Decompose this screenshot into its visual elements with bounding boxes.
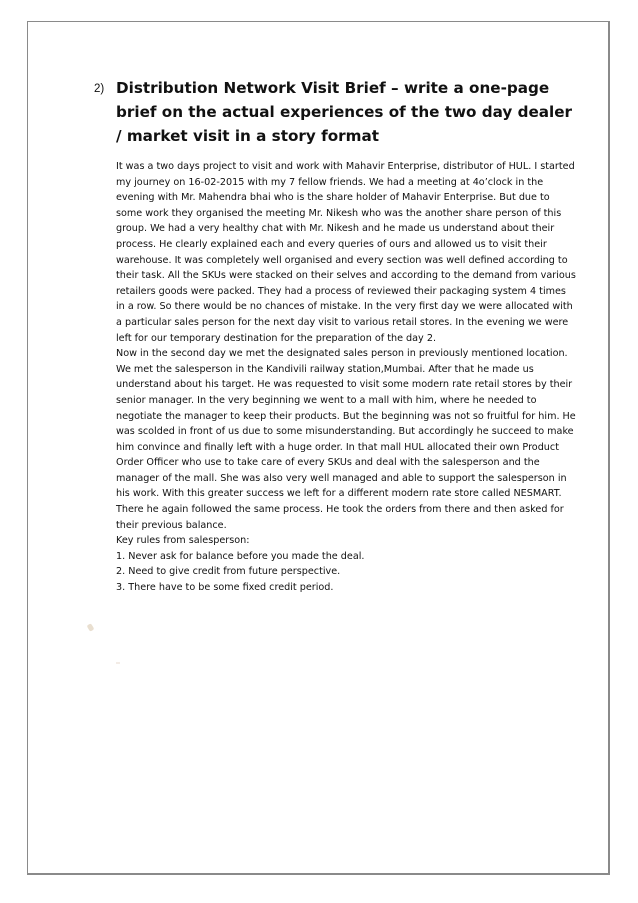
key-rule-item: 1. Never ask for balance before you made the deal. <box>116 550 365 562</box>
page-title: Distribution Network Visit Brief – write a one-page brief on the actual experiences of the two day dealer / market visit in a story format <box>116 79 572 145</box>
scan-mark <box>116 662 120 664</box>
paragraph-day-one: It was a two days project to visit and work with Mahavir Enterprise, distributor of HUL. I started my journey on 16-02-2015 with my 7 fellow friends. We had a meeting at 4o’clock in the evening with Mr. Mahendra bhai who is the share holder of Mahavir Enterprise. But due to some work they organised the meeting Mr. Nikesh who was the another share person of this group. We had a very healthy chat with Mr. Nikesh and he made us understand about their process. He clearly explained each and every queries of ours and allowed us to visit their warehouse. It was completely well organised and every section was well defined according to their task. All the SKUs were stacked on their selves and according to the demand from various retailers goods were packed. They had a process of reviewed their packaging system 4 times in a row. So there would be no chances of mistake. In the very first day we were allocated with a particular sales person for the next day visit to various retail stores. In the evening we were left for our temporary destination for the preparation of the day 2. <box>116 161 576 344</box>
paragraph-day-two: Now in the second day we met the designated sales person in previously mentioned location. We met the salesperson in the Kandivili railway station,Mumbai. After that he made us understand about his target. He was requested to visit some modern rate retail stores by their senior manager. In the very beginning we went to a mall with him, where he needed to negotiate the manager to keep their products. But the beginning was not so fruitful for him. He was scolded in front of us due to some misunderstanding. But accordingly he succeed to make him convince and finally left with a huge order. In that mall HUL allocated their own Product Order Officer who use to take care of every SKUs and deal with the salesperson and the manager of the mall. She was also very well managed and able to support the salesperson in his work. With this greater success we left for a different modern rate store called NESMART. There he again followed the same process. He took the orders from there and then asked for their previous balance. <box>116 348 576 531</box>
question-number: 2) <box>94 83 105 95</box>
body-text <box>116 159 576 596</box>
key-rule-item: 2. Need to give credit from future perspective. <box>116 566 341 578</box>
key-rules-heading: Key rules from salesperson: <box>116 535 250 547</box>
key-rule-item: 3. There have to be some fixed credit period. <box>116 582 334 594</box>
